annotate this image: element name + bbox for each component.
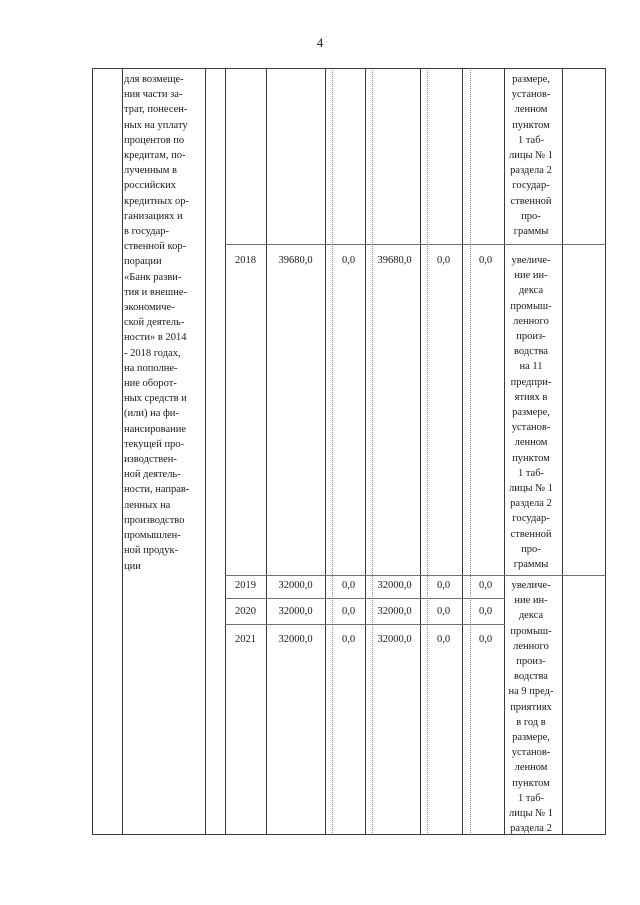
row-value: 39680,0 xyxy=(377,255,412,266)
description-line: производство xyxy=(124,514,185,526)
result-line: пунктом xyxy=(512,119,550,131)
table-border-left xyxy=(92,68,93,835)
result-line: ленном xyxy=(514,762,548,774)
result-line: установ- xyxy=(511,747,551,759)
row-divider xyxy=(225,598,505,599)
row-year: 2018 xyxy=(235,255,256,266)
result-line: лицы № 1 xyxy=(508,150,554,162)
expected-result-block xyxy=(499,72,563,239)
result-line: декса xyxy=(518,285,544,297)
row-total: 39680,0 xyxy=(278,255,313,266)
result-line: промыш- xyxy=(510,300,552,312)
description-line: ных на уплату xyxy=(124,119,188,131)
row-value: 0,0 xyxy=(436,606,451,617)
result-line: установ- xyxy=(511,89,551,101)
result-line: ленном xyxy=(514,104,548,116)
description-line: кредитных ор- xyxy=(124,195,189,207)
row-value: 0,0 xyxy=(436,634,451,645)
description-line: кредитам, по- xyxy=(124,150,186,162)
row-total: 32000,0 xyxy=(278,606,313,617)
result-line: в год в xyxy=(516,716,546,728)
description-line: в государ- xyxy=(124,226,169,238)
column-divider xyxy=(325,68,326,835)
row-value: 0,0 xyxy=(341,580,356,591)
description-line: нансирование xyxy=(124,423,187,435)
result-line: ственной xyxy=(510,195,552,207)
result-line: граммы xyxy=(513,559,549,571)
description-line: - 2018 годах, xyxy=(124,347,181,359)
description-line: экономиче- xyxy=(124,302,175,314)
result-line: на 11 xyxy=(519,361,543,373)
result-line: ственной xyxy=(510,528,552,540)
description-line: ной продук- xyxy=(124,545,179,557)
table-border-right xyxy=(605,68,606,835)
description-line: текущей про- xyxy=(124,438,185,450)
result-line: 1 таб- xyxy=(517,467,545,479)
result-line: ленного xyxy=(513,315,549,327)
result-line: водства xyxy=(514,671,548,683)
description-line: ности» в 2014 xyxy=(124,332,187,344)
description-line: лученным в xyxy=(124,165,177,177)
description-line: для возмеще- xyxy=(124,74,184,85)
description-line: на пополне- xyxy=(124,362,178,374)
result-line: предпри- xyxy=(510,376,552,388)
result-line: на 9 пред- xyxy=(508,686,554,698)
row-value: 0,0 xyxy=(436,255,451,266)
row-value: 0,0 xyxy=(478,255,493,266)
column-divider xyxy=(420,68,421,835)
result-line: приятиях xyxy=(510,701,552,713)
result-line: ятиях в xyxy=(514,391,548,403)
description-line: ние оборот- xyxy=(124,378,177,390)
column-divider-dotted xyxy=(427,68,428,835)
description-line: трат, понесен- xyxy=(124,104,188,116)
row-year: 2019 xyxy=(235,580,256,591)
row-divider xyxy=(225,575,606,576)
row-value: 0,0 xyxy=(341,606,356,617)
measure-description xyxy=(124,72,204,574)
description-line: «Банк разви- xyxy=(124,271,182,283)
result-line: граммы xyxy=(513,226,549,238)
result-line: размере, xyxy=(512,407,550,419)
result-line: про- xyxy=(521,543,541,555)
column-divider xyxy=(266,68,267,835)
description-line: порации xyxy=(124,256,162,268)
table-border-top xyxy=(92,68,606,69)
row-value: 0,0 xyxy=(478,634,493,645)
expected-result-block xyxy=(499,578,563,836)
result-line: размере, xyxy=(512,74,550,85)
expected-result-block xyxy=(499,253,563,572)
result-line: увеличе- xyxy=(511,255,551,266)
description-line: (или) на фи- xyxy=(124,408,179,420)
row-total: 32000,0 xyxy=(278,634,313,645)
row-year: 2020 xyxy=(235,606,256,617)
result-line: лицы № 1 xyxy=(508,483,554,495)
row-value: 0,0 xyxy=(341,255,356,266)
result-line: установ- xyxy=(511,422,551,434)
row-year: 2021 xyxy=(235,634,256,645)
column-divider-dotted xyxy=(470,68,471,835)
description-line: ственной кор- xyxy=(124,241,187,253)
row-value: 0,0 xyxy=(478,580,493,591)
column-divider xyxy=(122,68,123,835)
description-line: ленных на xyxy=(124,499,171,511)
description-line: изводствен- xyxy=(124,454,177,466)
description-line: процентов по xyxy=(124,134,185,146)
description-line: тия и внешне- xyxy=(124,286,188,298)
row-value: 32000,0 xyxy=(377,606,412,617)
row-value: 0,0 xyxy=(478,606,493,617)
description-line: ской деятель- xyxy=(124,317,185,329)
column-divider xyxy=(205,68,206,835)
description-line: ния части за- xyxy=(124,89,183,101)
result-line: ние ин- xyxy=(514,595,548,607)
row-value: 32000,0 xyxy=(377,634,412,645)
result-line: ленном xyxy=(514,437,548,449)
result-line: промыш- xyxy=(510,625,552,637)
description-line: ции xyxy=(124,560,141,572)
row-divider xyxy=(225,244,606,245)
column-divider-dotted xyxy=(332,68,333,835)
result-line: увеличе- xyxy=(511,580,551,591)
column-divider xyxy=(462,68,463,835)
result-line: ние ин- xyxy=(514,270,548,282)
result-line: ленного xyxy=(513,640,549,652)
description-line: ной деятель- xyxy=(124,469,181,481)
page-number: 4 xyxy=(316,35,324,50)
result-line: 1 таб- xyxy=(517,134,545,146)
result-line: 1 таб- xyxy=(517,792,545,804)
result-line: раздела 2 xyxy=(510,165,552,177)
result-line: пунктом xyxy=(512,452,550,464)
result-line: государ- xyxy=(512,513,550,525)
result-line: раздела 2 xyxy=(510,498,552,510)
result-line: произ- xyxy=(516,656,546,668)
result-line: водства xyxy=(514,346,548,358)
row-divider xyxy=(225,624,505,625)
description-line: ности, направ- xyxy=(124,484,190,496)
row-value: 0,0 xyxy=(436,580,451,591)
row-value: 32000,0 xyxy=(377,580,412,591)
result-line: про- xyxy=(521,210,541,222)
description-line: промышлен- xyxy=(124,530,181,542)
description-line: российских xyxy=(124,180,176,192)
row-total: 32000,0 xyxy=(278,580,313,591)
result-line: государ- xyxy=(512,180,550,192)
result-line: произ- xyxy=(516,331,546,343)
column-divider-dotted xyxy=(372,68,373,835)
column-divider xyxy=(365,68,366,835)
result-line: пунктом xyxy=(512,777,550,789)
result-line: размере, xyxy=(512,732,550,744)
row-value: 0,0 xyxy=(341,634,356,645)
column-divider xyxy=(225,68,226,835)
description-line: ных средств и xyxy=(124,393,187,405)
result-line: декса xyxy=(518,610,544,622)
description-line: ганизациях и xyxy=(124,210,183,222)
result-line: раздела 2 xyxy=(510,823,552,835)
result-line: лицы № 1 xyxy=(508,808,554,820)
